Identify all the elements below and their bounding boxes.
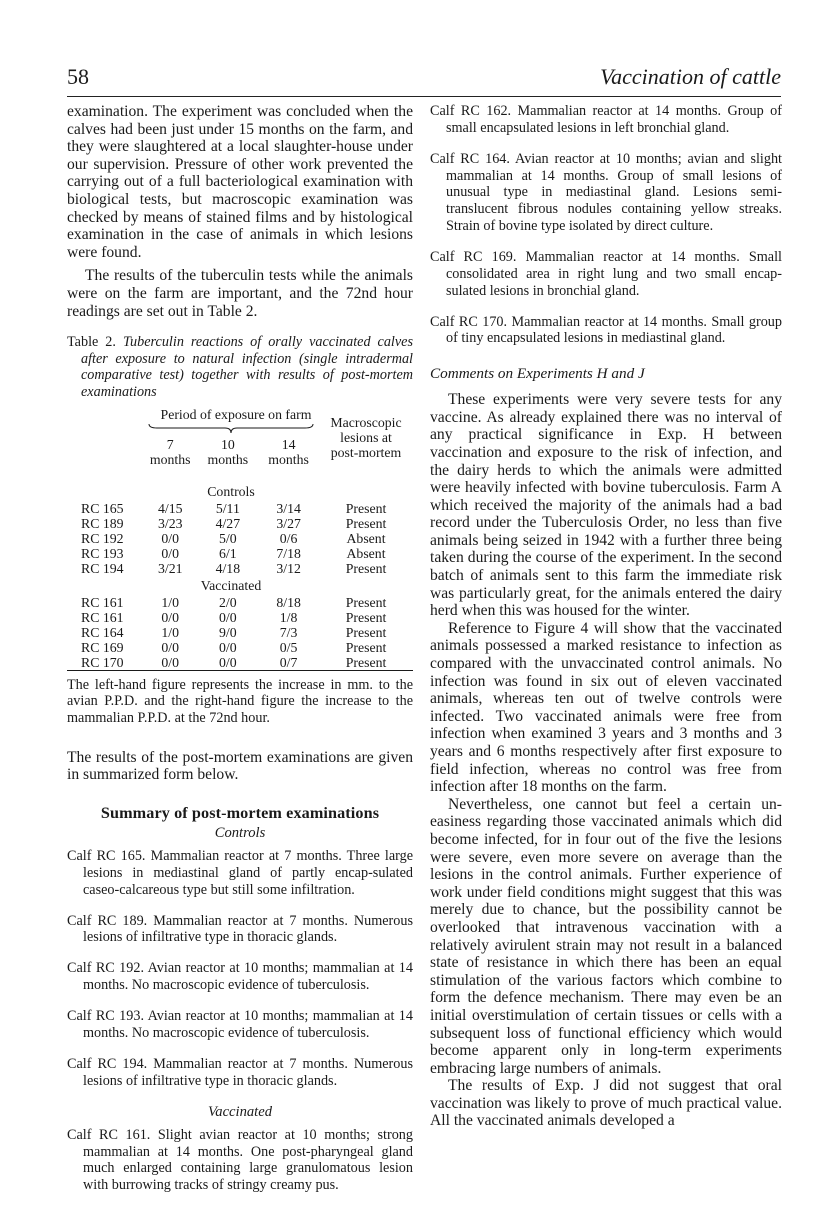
col-header-14: 14 months (268, 436, 309, 467)
paragraph: The results of Exp. J did not suggest that oral vaccination was likely to prove of much practical value. All the vaccinated animals developed a (430, 1077, 782, 1130)
table-row: RC 161 1/0 2/0 8/18 Present (81, 594, 387, 610)
paragraph: examination. The experiment was concluded when the calves had been just under 15 months on the farm, and they were slaughtered at a local slaughter-house under our supervision. Pressure of other work prevented the carrying out of a full bacteriological examination with biological tests, but macroscopic examination was checked by means of stained films and by histological examination in the case of animals in which lesions were found. (67, 103, 413, 261)
table-caption-text: Tuberculin reactions of orally vaccinated calves after exposure to natural infection (single intradermal comparative test) together with results of post-mortem examinations (81, 334, 413, 400)
table-row: RC 192 0/0 5/0 0/6 Absent (81, 530, 386, 546)
paragraph: The results of the post-mortem examinations are given in summarized form below. (67, 748, 413, 784)
group-vaccinated: Vaccinated (200, 577, 262, 593)
left-column (67, 103, 413, 1208)
table-row: RC 189 3/23 4/27 3/27 Present (81, 515, 387, 531)
running-title: Vaccination of cattle (600, 64, 781, 89)
list-item: Calf RC 193. Avian reactor at 10 months; mammalian at 14 months. No macroscopic evidence of tuberculosis. (67, 1008, 413, 1042)
table-row: RC 194 3/21 4/18 3/12 Present (81, 560, 387, 576)
col-header-7: 7 months (149, 436, 191, 467)
period-header: Period of exposure on farm (160, 406, 312, 422)
list-item: Calf RC 162. Mammalian reactor at 14 months. Group of small encapsulated lesions in left bronchial gland. (430, 103, 782, 136)
page-number: 58 (67, 64, 89, 89)
list-item: Calf RC 161. Slight avian reactor at 10 months; strong mammalian at 14 months. One post-pharyngeal gland much enlarged containing large granulomatous lesion with burrowing tracks of stringy creamy pus. (67, 1126, 413, 1194)
table-footnote: The left-hand figure represents the increase in mm. to the avian P.P.D. and the right-hand figure the increase to the mammalian P.P.D. at the 72nd hour. (67, 676, 413, 727)
list-item: Calf RC 169. Mammalian reactor at 14 months. Small consolidated area in right lung and two small encap-sulated lesions in bronchial gland. (430, 248, 782, 299)
section-heading: Summary of post-mortem examinations (100, 804, 380, 823)
list-item: Calf RC 192. Avian reactor at 10 months; mammalian at 14 months. No macroscopic evidence of tuberculosis. (67, 960, 413, 994)
table-caption (67, 334, 413, 400)
page-header (67, 62, 781, 97)
list-item: Calf RC 165. Mammalian reactor at 7 months. Three large lesions in mediastinal gland of partly encap-sulated caseo-calcareous type but still some infiltration. (67, 848, 413, 898)
col-header-10: 10 months (207, 436, 249, 467)
table-row: RC 164 1/0 9/0 7/3 Present (81, 624, 387, 640)
list-item: Calf RC 170. Mammalian reactor at 14 months. Small group of tiny encapsulated lesions in mediastinal gland. (430, 313, 782, 347)
paragraph: Reference to Figure 4 will show that the vaccinated animals possessed a marked resistance to infection as compared with the unvaccinated control animals. No infection was found in six out of eleven vaccinated animals, whereas ten out of twelve controls were infected. Two vaccinated animals were free from infection when examined 3 years and 3 months and 3 years and 6 months respectively after first exposure to field infection, whereas no control was free from infection after 18 months on the farm. (430, 619, 782, 796)
table-row: RC 165 4/15 5/11 3/14 Present (81, 500, 387, 516)
tuberculin-table (67, 407, 413, 671)
list-item: Calf RC 164. Avian reactor at 10 months; avian and slight mammalian at 14 months. Group of small lesions of unusual type in mediastinal gland. Lesions semi-translucent fibrous nodules containing yellow streaks. Strain of bovine type isolated by direct culture. (430, 150, 782, 234)
section-heading-comments: Comments on Experiments H and J (430, 365, 645, 383)
subheading-vaccinated: Vaccinated (207, 1103, 273, 1120)
table-caption-label: Table 2. (67, 334, 116, 351)
paragraph: These experiments were very severe tests for any vaccine. As already explained there was no interval of any practical significance in Exp. H between vaccination and exposure to the risk of infection, and the dairy herds to which the animals were admitted were heavily infected with bovine tuberculosis. Farm A which received the majority of the animals had a bad record under the Tuberculosis Order, no less than five animals being seized in 1942 with a further three being taken during the course of the experiment. In the second batch of animals sent to this farm the immediate risk was particularly great, for the animals entered the dairy herd when this was housed for the winter. (430, 391, 782, 620)
brace-icon (147, 422, 315, 434)
paragraph: The results of the tuberculin tests while the animals were on the farm are important, and the 72nd hour readings are set out in Table 2. (67, 267, 413, 320)
table-row: RC 193 0/0 6/1 7/18 Absent (81, 545, 386, 561)
paragraph: Nevertheless, one cannot but feel a certain un-easiness regarding those vaccinated animals which did become infected, for in four out of the five the lesions were severe, even more severe on average than the lesions in the control animals. Further experience of work under field conditions might suggest that this was merely due to chance, but the possibility cannot be overlooked that intravenous vaccination with a relatively avirulent strain may not result in a balanced state of resistance in which there has been an equal stimulation of the various factors which combine to form the defence mechanism. There may even be an initial overstimulation of certain tissues or cells with a subsequent loss of functional efficiency which would become apparent only in long-term experiments embracing large numbers of animals. (430, 795, 782, 1077)
table-row: RC 169 0/0 0/0 0/5 Present (81, 639, 387, 655)
subheading-controls: Controls (214, 825, 266, 842)
list-item: Calf RC 189. Mammalian reactor at 7 months. Numerous lesions of infiltrative type in thoracic glands. (67, 912, 413, 946)
col-header-lesions: Macroscopic lesions at post-mortem (330, 414, 402, 460)
table-row: RC 161 0/0 0/0 1/8 Present (81, 609, 387, 625)
list-item: Calf RC 194. Mammalian reactor at 7 months. Numerous lesions of infiltrative type in thoracic glands. (67, 1056, 413, 1089)
period-brace (143, 422, 319, 437)
right-column (430, 103, 782, 1130)
table-row: RC 170 0/0 0/0 0/7 Present (67, 655, 413, 671)
group-controls: Controls (207, 483, 255, 499)
